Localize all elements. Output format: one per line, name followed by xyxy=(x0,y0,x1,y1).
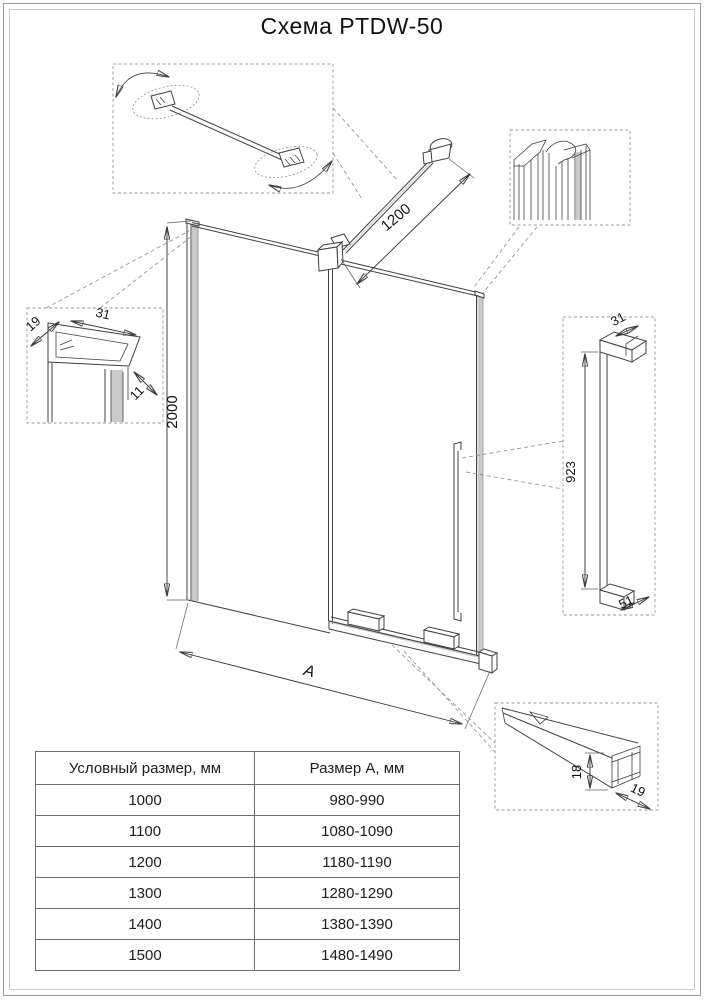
cell-size-a: 1380-1390 xyxy=(255,909,460,940)
cell-nominal: 1400 xyxy=(36,909,255,940)
roller-right xyxy=(279,148,304,167)
fixed-glass-panel xyxy=(186,219,333,633)
dim-handle-width-31 xyxy=(608,309,638,336)
dim-rail-height-18 xyxy=(569,753,608,790)
wall-mount xyxy=(423,137,453,164)
callout-wall-profile xyxy=(23,305,163,423)
door-handle xyxy=(454,442,461,621)
dim-label-1200: 1200 xyxy=(377,200,415,235)
dim-handle-length-923 xyxy=(563,352,598,589)
callout-top-profile xyxy=(510,130,630,225)
cell-nominal: 1200 xyxy=(36,847,255,878)
svg-text:18: 18 xyxy=(569,764,584,780)
svg-text:923: 923 xyxy=(563,461,578,483)
svg-text:31: 31 xyxy=(607,309,628,330)
callout-bottom-rail-profile xyxy=(495,703,658,810)
cell-size-a: 1480-1490 xyxy=(255,940,460,971)
svg-text:31: 31 xyxy=(94,304,112,323)
cell-size-a: 1280-1290 xyxy=(255,878,460,909)
dim-wall-glass-11 xyxy=(127,372,157,403)
rotation-arrow xyxy=(269,161,332,188)
bottom-rail xyxy=(329,609,497,673)
support-bar xyxy=(343,160,433,253)
cell-size-a: 1180-1190 xyxy=(255,847,460,878)
cell-size-a: 980-990 xyxy=(255,785,460,816)
dim-label-2000: 2000 xyxy=(164,395,181,429)
table-row xyxy=(36,785,460,816)
svg-text:51: 51 xyxy=(616,592,636,612)
cell-size-a: 1080-1090 xyxy=(255,816,460,847)
table-row xyxy=(36,909,460,940)
table-row xyxy=(36,847,460,878)
callout-roller-bar xyxy=(113,64,333,193)
svg-text:11: 11 xyxy=(126,382,147,403)
page-title: Схема PTDW-50 xyxy=(260,13,444,39)
svg-text:19: 19 xyxy=(22,313,44,335)
svg-text:19: 19 xyxy=(628,780,648,800)
cell-nominal: 1000 xyxy=(36,785,255,816)
dim-wall-depth-19 xyxy=(23,313,59,346)
cell-nominal: 1300 xyxy=(36,878,255,909)
dim-wall-width-31 xyxy=(71,305,136,335)
cell-nominal: 1100 xyxy=(36,816,255,847)
callout-handle xyxy=(563,309,655,615)
table-row xyxy=(36,940,460,971)
table-header-nominal: Условный размер, мм xyxy=(36,752,255,785)
table-header-row xyxy=(36,752,460,785)
dim-label-A: A xyxy=(301,662,317,682)
table-header-size-a: Размер А, мм xyxy=(255,752,460,785)
cell-nominal: 1500 xyxy=(36,940,255,971)
table-row xyxy=(36,816,460,847)
size-table xyxy=(35,751,460,971)
sliding-door-panel xyxy=(329,258,485,659)
table-row xyxy=(36,878,460,909)
